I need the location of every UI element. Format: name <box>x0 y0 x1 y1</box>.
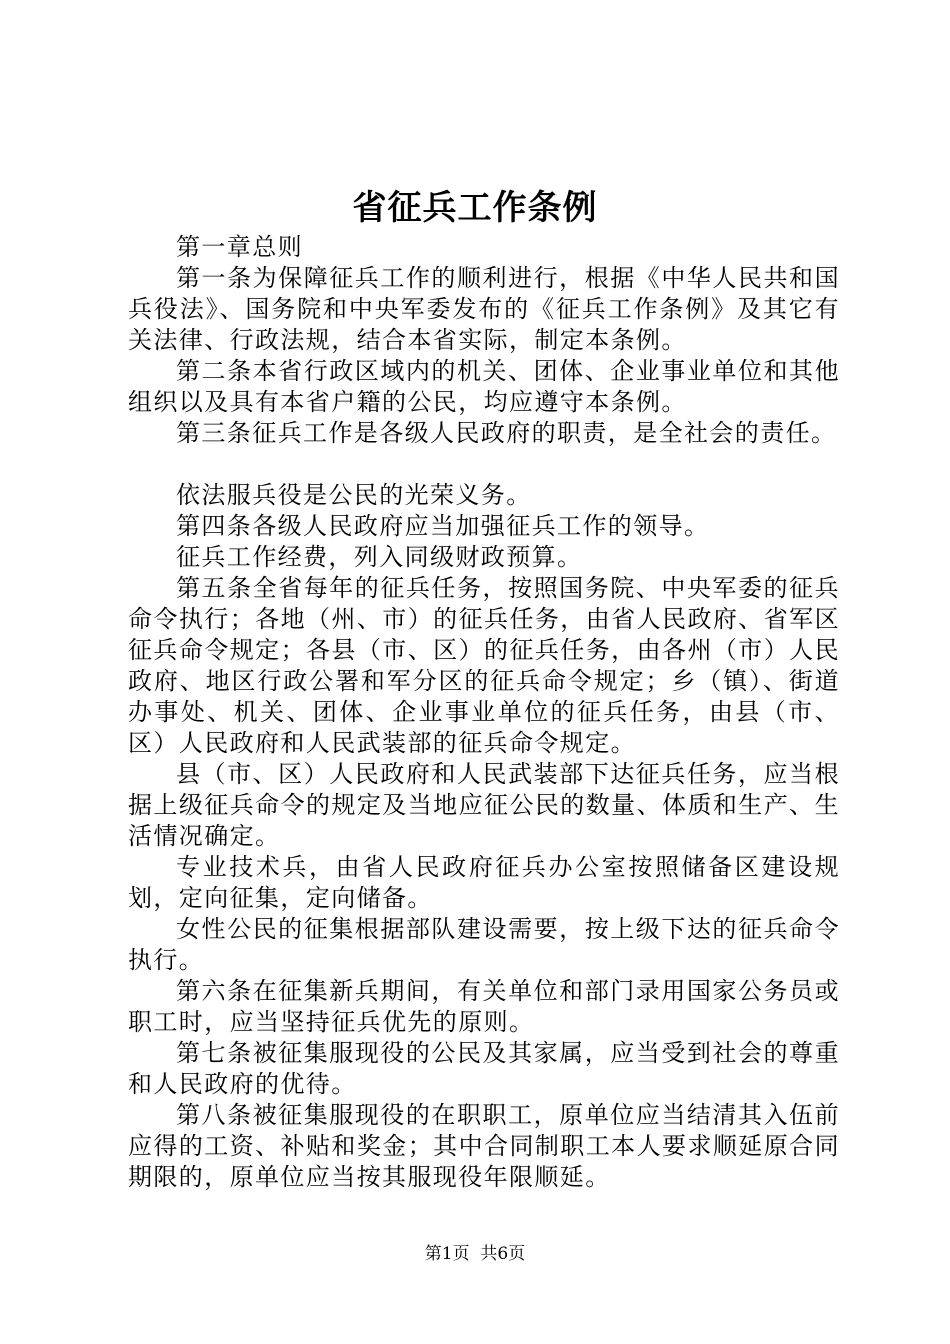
article-5-paragraph-4: 女性公民的征集根据部队建设需要，按上级下达的征兵命令执行。 <box>128 915 840 974</box>
document-body <box>128 232 840 1193</box>
article-7: 第七条被征集服现役的公民及其家属，应当受到社会的尊重和人民政府的优待。 <box>128 1039 840 1098</box>
page-total: 共6页 <box>480 1244 526 1264</box>
document-title: 省征兵工作条例 <box>352 188 598 228</box>
article-8: 第八条被征集服现役的在职职工，原单位应当结清其入伍前应得的工资、补贴和奖金；其中合同制职工本人要求顺延原合同期限的，原单位应当按其服现役年限顺延。 <box>128 1101 840 1191</box>
article-3-continued: 依法服兵役是公民的光荣义务。 <box>176 481 532 509</box>
article-3: 第三条征兵工作是各级人民政府的职责，是全社会的责任。 <box>176 419 837 447</box>
article-5-paragraph-3: 专业技术兵，由省人民政府征兵办公室按照储备区建设规划，定向征集，定向储备。 <box>128 853 840 912</box>
article-2: 第二条本省行政区域内的机关、团体、企业事业单位和其他组织以及具有本省户籍的公民，均应遵守本条例。 <box>128 357 840 416</box>
article-5: 第五条全省每年的征兵任务，按照国务院、中央军委的征兵命令执行；各地（州、市）的征兵任务，由省人民政府、省军区征兵命令规定；各县（市、区）的征兵任务，由各州（市）人民政府、地区行政公署和军分区的征兵命令规定；乡（镇）、街道办事处、机关、团体、企业事业单位的征兵任务，由县（市、区）人民政府和人民武装部的征兵命令规定。 <box>128 574 840 757</box>
article-4: 第四条各级人民政府应当加强征兵工作的领导。 <box>176 512 710 540</box>
article-6: 第六条在征集新兵期间，有关单位和部门录用国家公务员或职工时，应当坚持征兵优先的原则。 <box>128 977 840 1036</box>
article-5-paragraph-2: 县（市、区）人民政府和人民武装部下达征兵任务，应当根据上级征兵命令的规定及当地应征公民的数量、体质和生产、生活情况确定。 <box>128 760 840 850</box>
page-number: 第1页 <box>424 1244 470 1264</box>
article-4-continued: 征兵工作经费，列入同级财政预算。 <box>176 543 583 571</box>
article-1: 第一条为保障征兵工作的顺利进行，根据《中华人民共和国兵役法》、国务院和中央军委发布的《征兵工作条例》及其它有关法律、行政法规，结合本省实际，制定本条例。 <box>128 264 840 354</box>
page-footer <box>0 1242 950 1266</box>
chapter-heading: 第一章总则 <box>176 233 303 261</box>
